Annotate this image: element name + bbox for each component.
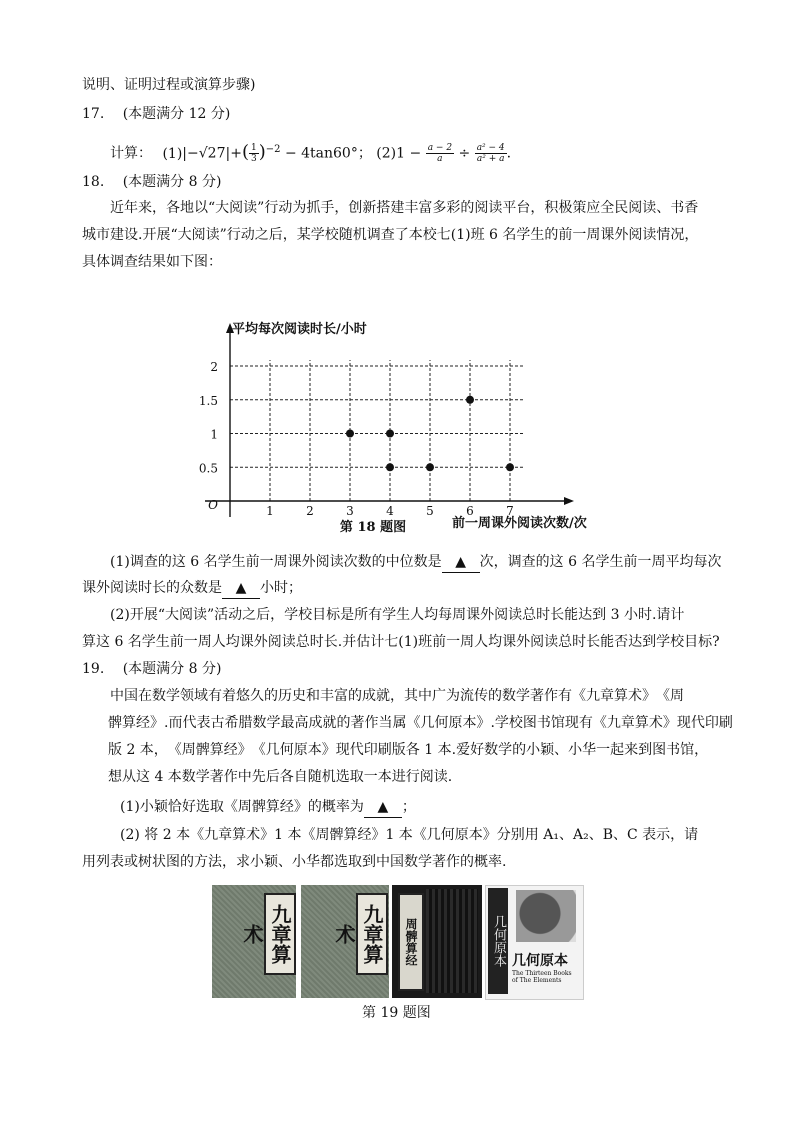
x-tick-label-3: 3 — [346, 504, 354, 518]
q18-part1-answer-blank: ▲ — [442, 552, 480, 573]
x-axis-title: 前一周课外阅读次数/次 — [452, 516, 587, 531]
q18-chart — [0, 315, 793, 545]
book4-title: 几何原本 — [512, 953, 568, 969]
q19-part1-text: (1)小颖恰好选取《周髀算经》的概率为 — [120, 799, 364, 815]
q18-part1-text-a: (1)调查的这 6 名学生前一周课外阅读次数的中位数是 — [110, 554, 442, 570]
book-jiuzhang-1-image — [212, 885, 296, 998]
q19-header — [82, 659, 221, 679]
book4-subtitle: The Thirteen Books of The Elements — [512, 970, 572, 984]
y-tick-label-1.5: 1.5 — [198, 393, 218, 408]
x-axis-arrow — [564, 497, 574, 505]
book-jihe-image — [485, 885, 584, 1000]
data-point-4 — [426, 463, 434, 471]
q17-part1-label: (1) — [162, 145, 183, 162]
x-tick-label-7: 7 — [506, 504, 514, 518]
q18-number: 18. — [82, 174, 105, 190]
q18-para-line2: 城市建设.开展“大阅读”行动之后，某学校随机调查了本校七(1)班 6 名学生的前一周课外阅读情况， — [82, 227, 699, 243]
q17-part2-lead: 1 − — [396, 145, 422, 162]
q18-score: (本题满分 8 分) — [122, 174, 222, 190]
q19-figure-caption: 第 19 题图 — [362, 1005, 431, 1021]
q19-para-line2: 髀算经》.而代表古希腊数学最高成就的著作当属《几何原本》.学校图书馆现有《九章算术》现代印刷 — [108, 715, 733, 731]
x-tick-label-4: 4 — [386, 504, 394, 518]
q17-part2-divide: ÷ — [458, 145, 471, 162]
q17-part2-label: (2) — [376, 145, 397, 162]
q18-header — [82, 172, 221, 192]
q17-part2-end: . — [506, 145, 512, 162]
book4-spine-title: 几何原本 — [488, 888, 508, 994]
q18-part1-text-d: 小时； — [260, 580, 302, 596]
q17-part1-expr-b: − 4tan60°； — [284, 145, 372, 162]
q19-score: (本题满分 8 分) — [122, 661, 222, 677]
q17-part2-fraction1: $\frac{a - 2}{a}$ — [427, 143, 453, 165]
data-point-2 — [386, 430, 394, 438]
book1-title: 九章算术 — [264, 893, 296, 975]
q19-para-line4: 想从这 4 本数学著作中先后各自随机选取一本进行阅读. — [108, 769, 453, 785]
q19-part2-line2: 用列表或树状图的方法，求小颖、小华都选取到中国数学著作的概率. — [82, 854, 507, 870]
q17-prefix: 计算： — [110, 145, 152, 162]
q19-part1 — [120, 797, 416, 818]
x-tick-label-2: 2 — [306, 504, 314, 518]
data-point-3 — [386, 463, 394, 471]
q18-part1-text-b: 次，调查的这 6 名学生前一周平均每次 — [479, 554, 722, 570]
x-tick-label-1: 1 — [266, 504, 274, 518]
q18-para-line3: 具体调查结果如下图： — [82, 254, 222, 270]
chart-caption: 第 18 题图 — [339, 520, 407, 535]
q17-score: (本题满分 12 分) — [122, 106, 231, 122]
q18-part1-answer-blank2: ▲ — [222, 578, 260, 599]
book2-title: 九章算术 — [356, 893, 388, 975]
q18-part1-text-c: 课外阅读时长的众数是 — [82, 580, 222, 596]
q17-number: 17. — [82, 106, 105, 122]
intro-text: 说明、证明过程或演算步骤) — [82, 77, 256, 93]
q19-part1-end: ； — [401, 799, 416, 815]
data-point-6 — [506, 463, 514, 471]
book-jiuzhang-2-image — [301, 885, 389, 998]
q19-number: 19. — [82, 661, 105, 677]
q18-part2-line2: 算这 6 名学生前一周人均课外阅读总时长.并估计七(1)班前一周人均课外阅读总时长能否达到学校目标? — [82, 634, 720, 650]
origin-label: O — [208, 498, 218, 512]
q18-part2-line1: (2)开展“大阅读”活动之后，学校目标是所有学生人均每周课外阅读总时长能达到 3 小时.请计 — [110, 607, 685, 623]
data-point-1 — [346, 430, 354, 438]
q18-part1-line1 — [110, 552, 721, 573]
book-zhoubi-image — [392, 885, 482, 998]
y-tick-label-0.5: 0.5 — [198, 461, 218, 476]
book3-title: 周髀算经 — [398, 893, 424, 991]
q17-part2-fraction2: $\frac{\text{a² − 4}}{\text{a² + a}}$ — [476, 143, 505, 165]
q18-para-line1: 近年来，各地以“大阅读”行动为抓手，创新搭建丰富多彩的阅读平台，积极策应全民阅读、书香 — [110, 200, 699, 216]
q19-part2-line1: (2) 将 2 本《九章算术》1 本《周髀算经》1 本《几何原本》分别用 A₁、A₂、B、C 表示，请 — [120, 827, 699, 843]
q17-formula: 计算： (1)|−√27|+( $\frac{1}{3}$ )$^{-2}$ − 4tan60°； (2)1 − $\frac{a - 2}{a}$ ÷ $\frac{\text{a² − 4}}{\text{a² + a}}$ . — [110, 141, 512, 165]
q17-part1-expr-a: |−√27|+ — [182, 145, 242, 162]
q19-para-line3: 版 2 本， 《周髀算经》 《几何原本》现代印刷版各 1 本.爱好数学的小颖、小华一起来到图书馆， — [108, 742, 709, 758]
data-point-5 — [466, 396, 474, 404]
y-axis-title: 平均每次阅读时长/小时 — [232, 322, 367, 337]
x-tick-label-6: 6 — [466, 504, 474, 518]
q17-header — [82, 104, 230, 124]
y-tick-label-1: 1 — [210, 427, 218, 442]
q19-part1-answer-blank: ▲ — [364, 797, 402, 818]
q18-part1-line2 — [82, 578, 302, 599]
y-tick-label-2: 2 — [210, 360, 218, 374]
q17-part1-exponent: −2 — [265, 144, 281, 155]
book4-cover-art — [516, 890, 576, 942]
q19-para-line1: 中国在数学领域有着悠久的历史和丰富的成就，其中广为流传的数学著作有《九章算术》 《周 — [110, 688, 684, 704]
q17-part1-fraction: $\frac{1}{3}$ — [250, 143, 257, 165]
x-tick-label-5: 5 — [426, 504, 434, 518]
